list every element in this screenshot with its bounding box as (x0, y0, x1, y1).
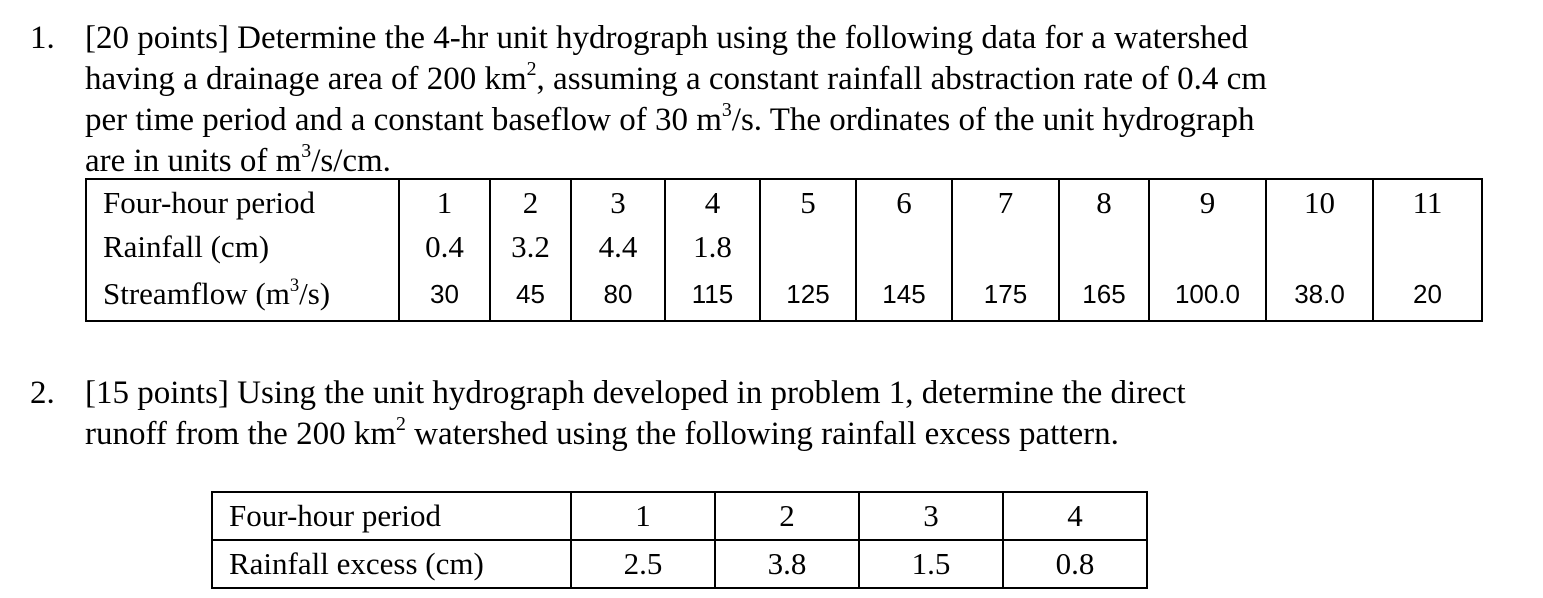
streamflow-cell: 38.0 (1266, 268, 1373, 321)
period-row (86, 179, 1482, 226)
streamflow-cell: 125 (760, 268, 856, 321)
streamflow-cell: 20 (1373, 268, 1482, 321)
period-cell: 10 (1266, 179, 1373, 226)
streamflow-cell: 175 (952, 268, 1059, 321)
streamflow-cell: 45 (490, 268, 571, 321)
streamflow-cell: 100.0 (1149, 268, 1266, 321)
streamflow-cell: 145 (856, 268, 952, 321)
period-cell: 9 (1149, 179, 1266, 226)
rainfall-cell (1149, 226, 1266, 268)
problem-1-line-2: having a drainage area of 200 $km^2$, assuming a constant rainfall abstraction rate of 0.4 cm (85, 58, 1267, 97)
period-label: Four-hour period (212, 492, 571, 540)
period-cell: 11 (1373, 179, 1482, 226)
rainfall-cell (856, 226, 952, 268)
rainfall-cell (1266, 226, 1373, 268)
period-cell: 2 (715, 492, 859, 540)
period-cell: 3 (571, 179, 665, 226)
rainfall-cell: 0.4 (399, 226, 490, 268)
rainfall-cell (952, 226, 1059, 268)
rainfall-cell: 1.8 (665, 226, 760, 268)
period-row (212, 492, 1147, 540)
period-cell: 3 (859, 492, 1003, 540)
rainfall-excess-cell: 1.5 (859, 540, 1003, 588)
problem-1-number: 1. (30, 20, 55, 56)
rainfall-excess-cell: 0.8 (1003, 540, 1147, 588)
period-label: Four-hour period (86, 179, 399, 226)
period-cell: 1 (571, 492, 715, 540)
rainfall-cell (1373, 226, 1482, 268)
problem-2-number: 2. (30, 375, 55, 411)
problem-2-line-1: [15 points] Using the unit hydrograph developed in problem 1, determine the direct (85, 375, 1186, 411)
streamflow-cell: 115 (665, 268, 760, 321)
rainfall-excess-table (211, 491, 1148, 589)
problem-1-line-3: per time period and a constant baseflow of 30 $m^3/s$. The ordinates of the unit hydrograph (85, 99, 1255, 138)
period-cell: 2 (490, 179, 571, 226)
period-cell: 7 (952, 179, 1059, 226)
rainfall-cell: 4.4 (571, 226, 665, 268)
problem-1-line-4: are in units of $m^3/s/cm$. (85, 140, 391, 179)
rainfall-excess-cell: 3.8 (715, 540, 859, 588)
period-cell: 1 (399, 179, 490, 226)
rainfall-cell: 3.2 (490, 226, 571, 268)
rainfall-excess-row (212, 540, 1147, 588)
streamflow-label: Streamflow $(m^3/s)$ (86, 268, 399, 321)
period-cell: 4 (665, 179, 760, 226)
rainfall-excess-label: Rainfall excess (cm) (212, 540, 571, 588)
rainfall-excess-cell: 2.5 (571, 540, 715, 588)
streamflow-cell: 165 (1059, 268, 1149, 321)
streamflow-cell: 30 (399, 268, 490, 321)
streamflow-cell: 80 (571, 268, 665, 321)
period-cell: 6 (856, 179, 952, 226)
problem-2-line-2: runoff from the 200 $km^2$ watershed using the following rainfall excess pattern. (85, 413, 1119, 452)
streamflow-row (86, 268, 1482, 321)
period-cell: 8 (1059, 179, 1149, 226)
problem-1-line-1: [20 points] Determine the 4-hr unit hydrograph using the following data for a watershed (85, 20, 1248, 56)
rainfall-cell (760, 226, 856, 268)
rainfall-streamflow-table (85, 178, 1483, 322)
rainfall-cell (1059, 226, 1149, 268)
period-cell: 4 (1003, 492, 1147, 540)
rainfall-row (86, 226, 1482, 268)
rainfall-label: Rainfall (cm) (86, 226, 399, 268)
period-cell: 5 (760, 179, 856, 226)
